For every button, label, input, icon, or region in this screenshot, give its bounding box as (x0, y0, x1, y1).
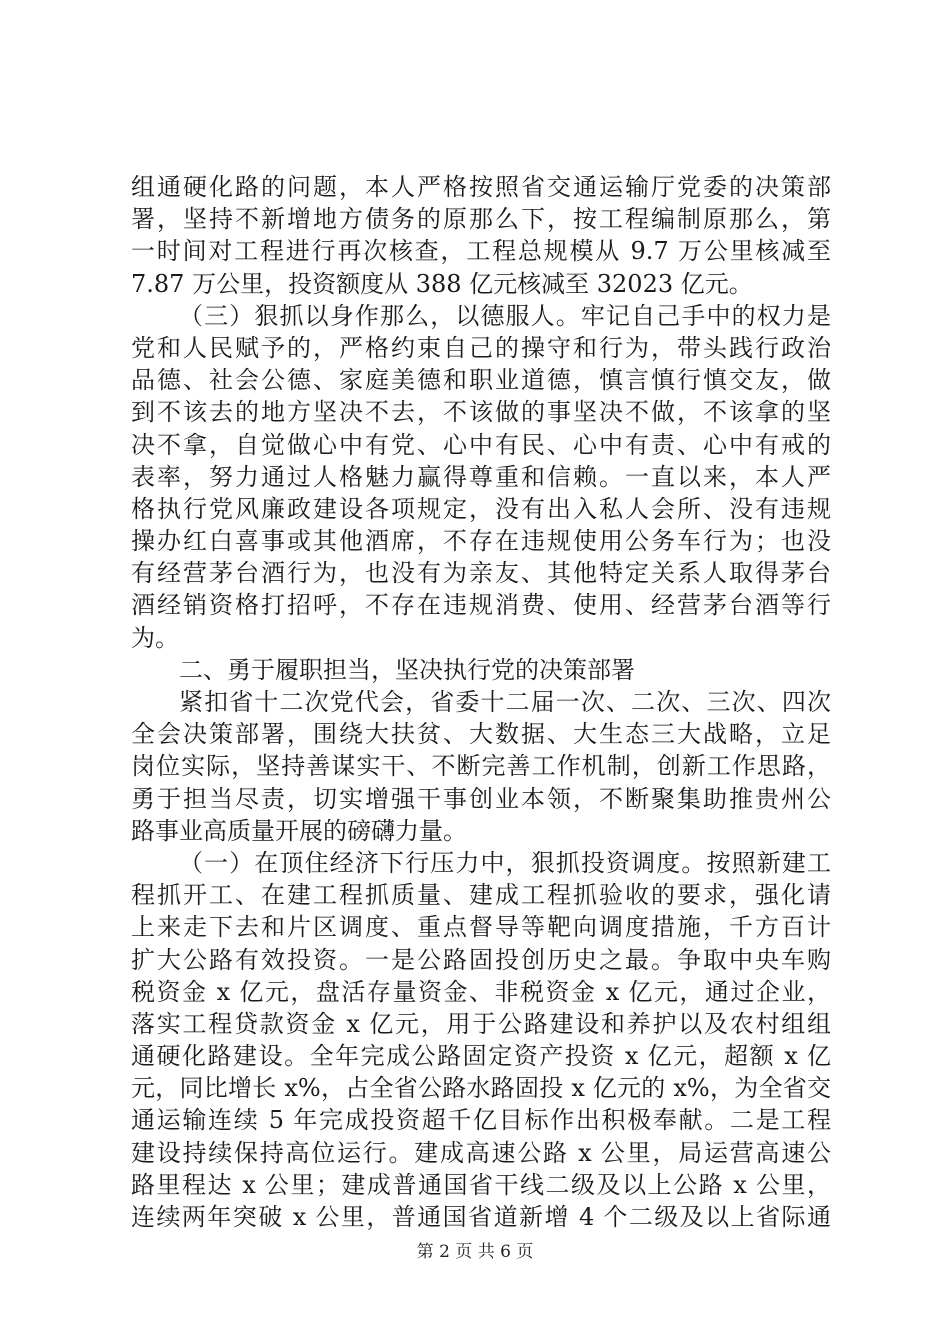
text-line: 上来走下去和片区调度、重点督导等靶向调度措施，千方百计 (131, 913, 831, 942)
text-line: 连续两年突破 x 公里，普通国省道新增 4 个二级及以上省际通 (131, 1203, 831, 1231)
text-line: 到不该去的地方坚决不去，不该做的事坚决不做，不该拿的坚 (131, 398, 831, 427)
text-line: 全会决策部署，围绕大扶贫、大数据、大生态三大战略，立足 (131, 720, 831, 749)
text-line: 通硬化路建设。全年完成公路固定资产投资 x 亿元，超额 x 亿 (131, 1042, 831, 1071)
text-line: 一时间对工程进行再次核查，工程总规模从 9.7 万公里核减至 (131, 237, 831, 266)
text-line: 元，同比增长 x%，占全省公路水路固投 x 亿元的 x%，为全省交 (131, 1074, 831, 1103)
text-line: 程抓开工、在建工程抓质量、建成工程抓验收的要求，强化请 (131, 881, 831, 910)
text-line: 有经营茅台酒行为，也没有为亲友、其他特定关系人取得茅台 (131, 559, 831, 588)
text-line: 勇于担当尽责，切实增强干事创业本领，不断聚集助推贵州公 (131, 784, 831, 813)
text-line: 建设持续保持高位运行。建成高速公路 x 公里，局运营高速公 (131, 1138, 831, 1167)
text-line: 7.87 万公里，投资额度从 388 亿元核减至 32023 亿元。 (131, 269, 753, 298)
text-line: 为。 (131, 623, 179, 652)
text-line: 通运输连续 5 年完成投资超千亿目标作出积极奉献。二是工程 (131, 1106, 831, 1135)
text-line: 表率，努力通过人格魅力赢得尊重和信赖。一直以来，本人严 (131, 462, 831, 491)
text-line: 紧扣省十二次党代会，省委十二届一次、二次、三次、四次 (179, 688, 831, 716)
text-line: 落实工程贷款资金 x 亿元，用于公路建设和养护以及农村组组 (131, 1009, 831, 1038)
text-line: 品德、社会公德、家庭美德和职业道德，慎言慎行慎交友，做 (131, 366, 831, 395)
text-line: 税资金 x 亿元，盘活存量资金、非税资金 x 亿元，通过企业， (131, 977, 831, 1006)
page-number: 第 2 页 共 6 页 (416, 1242, 534, 1262)
text-line: 党和人民赋予的，严格约束自己的操守和行为，带头践行政治 (131, 333, 831, 362)
text-line: 署，坚持不新增地方债务的原那么下，按工程编制原那么，第 (131, 205, 831, 234)
text-line: 扩大公路有效投资。一是公路固投创历史之最。争取中央车购 (131, 945, 831, 974)
text-line: 路里程达 x 公里；建成普通国省干线二级及以上公路 x 公里， (131, 1170, 831, 1199)
section-heading: 二、勇于履职担当，坚决执行党的决策部署 (179, 655, 635, 684)
document-body (131, 171, 831, 1233)
text-line: 格执行党风廉政建设各项规定，没有出入私人会所、没有违规 (131, 494, 831, 523)
text-line: 酒经销资格打招呼，不存在违规消费、使用、经营茅台酒等行 (131, 591, 831, 620)
text-line: （三）狠抓以身作那么，以德服人。牢记自己手中的权力是 (179, 301, 831, 330)
text-line: 操办红白喜事或其他酒席，不存在违规使用公务车行为；也没 (131, 527, 831, 556)
text-line: 组通硬化路的问题，本人严格按照省交通运输厅党委的决策部 (131, 173, 831, 201)
text-line: 决不拿，自觉做心中有党、心中有民、心中有责、心中有戒的 (131, 430, 831, 459)
text-line: 路事业高质量开展的磅礴力量。 (131, 816, 467, 845)
text-line: （一）在顶住经济下行压力中，狠抓投资调度。按照新建工 (179, 848, 831, 877)
text-line: 岗位实际，坚持善谋实干、不断完善工作机制，创新工作思路， (131, 752, 831, 781)
